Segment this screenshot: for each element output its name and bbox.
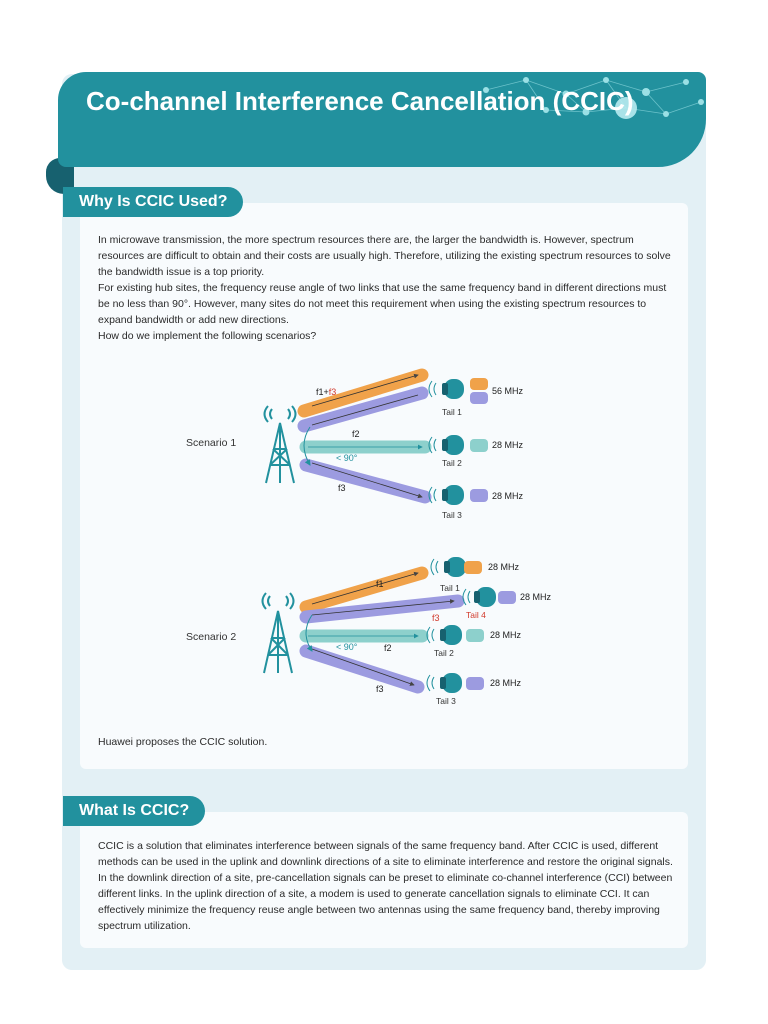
section-heading-what: What Is CCIC?: [63, 796, 205, 826]
tail-3-antenna-icon: [427, 673, 484, 693]
link-f3-label: f3: [376, 684, 384, 694]
s2-tail-1-bandwidth: 28 MHz: [488, 562, 520, 572]
question-paragraph: How do we implement the following scenarios?: [98, 330, 317, 342]
intro-paragraph: In microwave transmission, the more spectrum resources there are, the larger the bandwidth is. However, spectrum resources are difficult to obtain and their costs are usually high. Therefore, utilizing the existing spectrum resources to solve the bandwidth issue is a top priority.: [98, 234, 671, 278]
s2-tail-2-label: Tail 2: [434, 648, 454, 658]
link-f3-tail4-label: f3: [432, 613, 440, 623]
hub-site-paragraph: For existing hub sites, the frequency reuse angle of two links that use the same frequency band in different directions must be no less than 90°. However, many sites do not meet this requirement when using the existing spectrum resources to expand bandwidth or add new directions.: [98, 282, 667, 326]
s2-tail-4-bandwidth: 28 MHz: [520, 592, 552, 602]
link-1-label-prefix: f1+: [316, 387, 329, 397]
what-is-ccic-card: [80, 812, 688, 948]
angle-label: < 90°: [336, 642, 358, 652]
s2-tail-3-bandwidth: 28 MHz: [490, 678, 522, 688]
link-f2-label: f2: [384, 643, 392, 653]
s2-tail-4-label: Tail 4: [466, 610, 486, 620]
ccic-description-paragraph: CCIC is a solution that eliminates interference between signals of the same frequency band. After CCIC is used, different methods can be used in the uplink and downlink directions of a site to eliminate interference and restore the original signals. In the downlink direction of a site, pre-cancellation signals can be preset to eliminate co-channel interference (CCI) between different links. In the uplink direction of a site, a modem is used to generate cancellation signals to eliminate CCI. It can effectively minimize the frequency reuse angle between two antennas using the same frequency band, thereby improving spectrum utilization.: [98, 840, 673, 932]
solution-paragraph: Huawei proposes the CCIC solution.: [98, 736, 268, 748]
tail-3-label: Tail 3: [442, 510, 462, 520]
title-text: Co-channel Interference Cancellation (CCIC): [86, 86, 634, 116]
tail-4-antenna-icon: [463, 587, 516, 607]
scenario-2: [186, 557, 552, 706]
link-3-label: f3: [338, 483, 346, 493]
link-1-label: [316, 387, 336, 397]
tower-icon: [265, 406, 296, 483]
scenario-1: [186, 375, 524, 520]
tail-2-label: Tail 2: [442, 458, 462, 468]
section-heading-why: Why Is CCIC Used?: [63, 187, 243, 217]
link-f3-beam: [306, 649, 418, 687]
s2-tail-2-bandwidth: 28 MHz: [490, 630, 522, 640]
scenario-1-label: Scenario 1: [186, 437, 237, 449]
link-2-label: f2: [352, 429, 360, 439]
link-f3-beam: [306, 463, 425, 497]
s2-tail-1-label: Tail 1: [440, 583, 460, 593]
tail-1-bandwidth: 56 MHz: [492, 386, 524, 396]
tail-1-antenna-icon: [429, 378, 488, 404]
angle-label: < 90°: [336, 453, 358, 463]
page-title: [86, 84, 634, 118]
scenario-2-label: Scenario 2: [186, 631, 237, 643]
tail-2-antenna-icon: [427, 625, 484, 645]
scenario-diagram: [80, 353, 688, 723]
why-ccic-card: [80, 203, 688, 769]
tail-3-antenna-icon: [429, 485, 488, 505]
tail-2-bandwidth: 28 MHz: [492, 440, 524, 450]
tail-1-antenna-icon: [431, 557, 482, 577]
title-banner: [58, 72, 706, 167]
tail-1-label: Tail 1: [442, 407, 462, 417]
tower-icon: [263, 593, 294, 673]
tail-3-bandwidth: 28 MHz: [492, 491, 524, 501]
link-f1-label: f1: [376, 579, 384, 589]
tail-2-antenna-icon: [429, 435, 488, 455]
s2-tail-3-label: Tail 3: [436, 696, 456, 706]
link-1-label-highlight: f3: [328, 387, 337, 397]
